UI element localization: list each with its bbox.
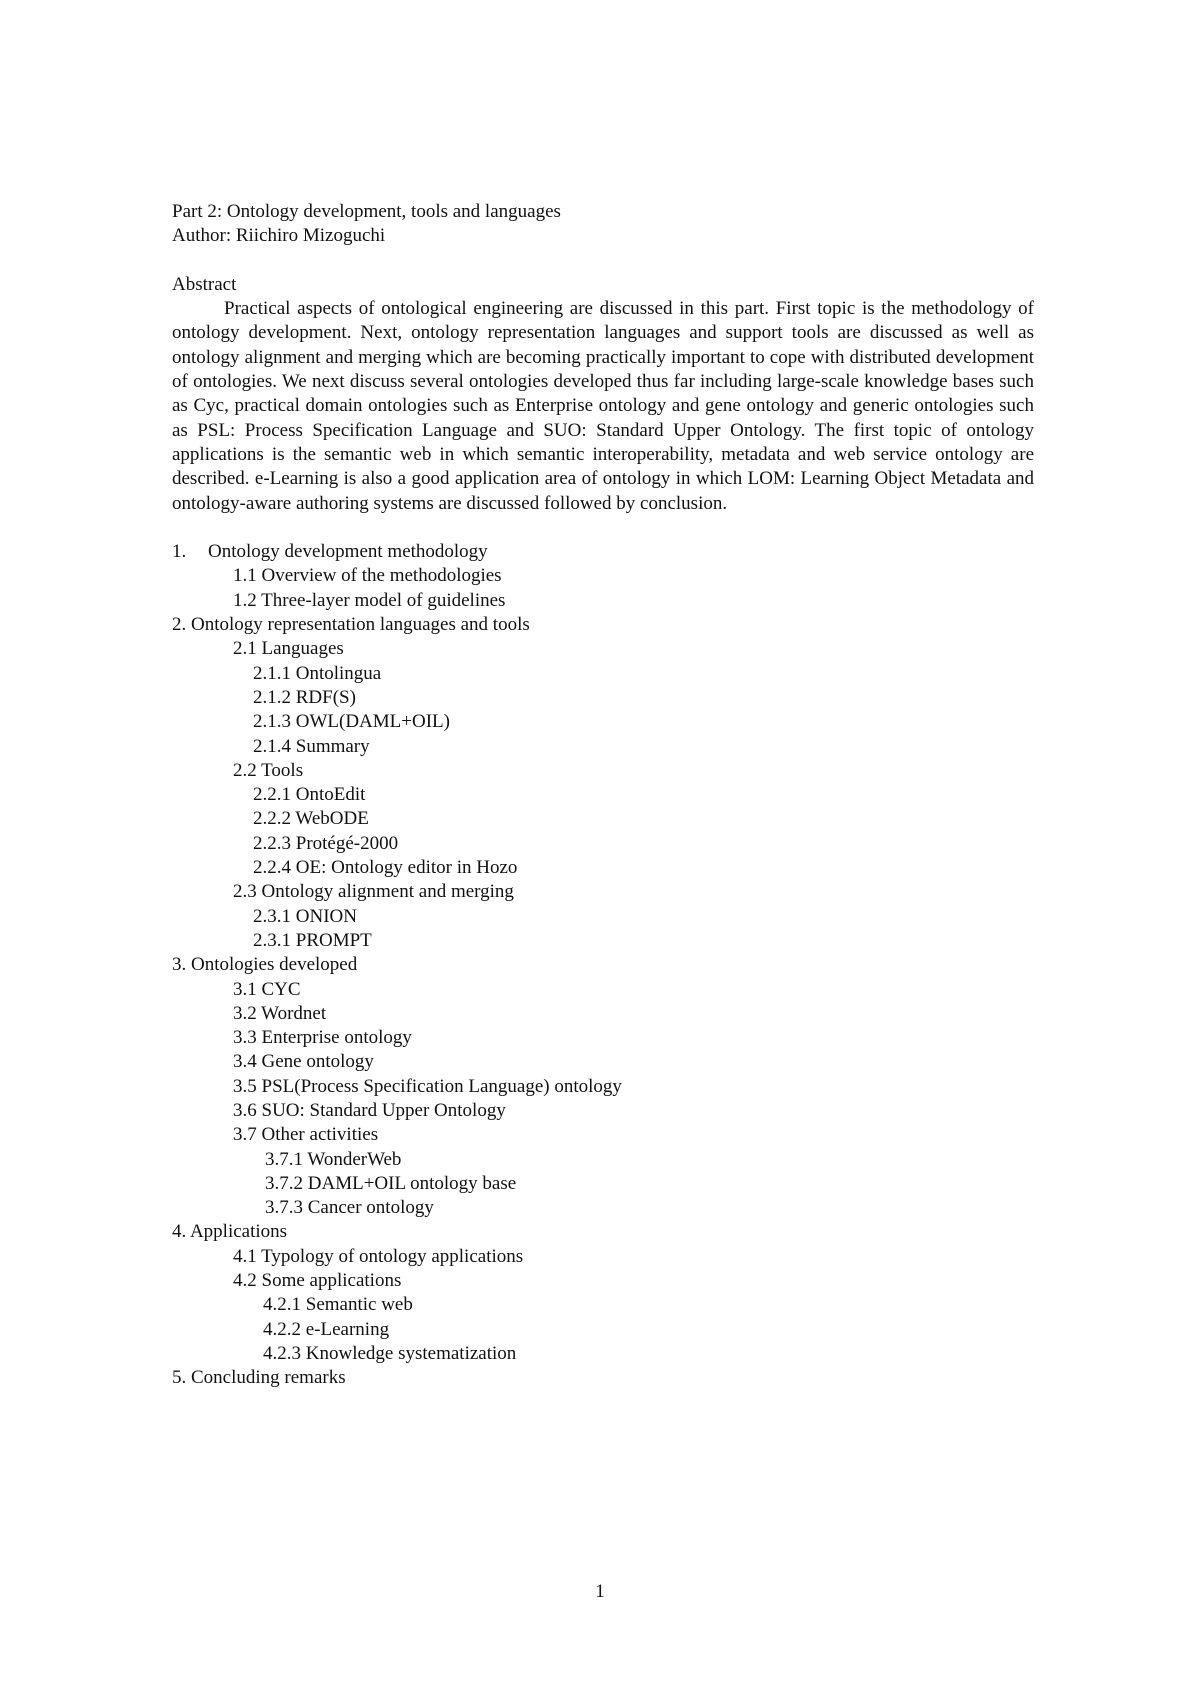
toc-section-4-2-3: 4.2.3 Knowledge systematization <box>263 1342 517 1364</box>
toc-section-3-4: 3.4 Gene ontology <box>233 1051 374 1073</box>
toc-section-4-2-2: 4.2.2 e-Learning <box>263 1318 390 1340</box>
toc-section-3-2: 3.2 Wordnet <box>233 1002 327 1024</box>
toc-section-1-1: 1.1 Overview of the methodologies <box>233 565 502 587</box>
toc-section-2: 2. Ontology representation languages and tools <box>172 614 530 636</box>
toc-section-4-2: 4.2 Some applications <box>233 1270 402 1292</box>
table-of-contents <box>172 540 1034 1390</box>
toc-section-3-3: 3.3 Enterprise ontology <box>233 1027 412 1049</box>
page-number: 1 <box>595 1581 605 1602</box>
toc-section-2-2-4: 2.2.4 OE: Ontology editor in Hozo <box>253 857 518 879</box>
toc-section-3-7-2: 3.7.2 DAML+OIL ontology base <box>265 1172 517 1194</box>
toc-section-2-1-1: 2.1.1 Ontolingua <box>253 662 382 684</box>
toc-section-3-7-3: 3.7.3 Cancer ontology <box>265 1197 434 1219</box>
toc-section-1-title: Ontology development methodology <box>208 541 488 563</box>
abstract-body <box>172 297 1034 516</box>
toc-section-1-2: 1.2 Three-layer model of guidelines <box>233 589 506 611</box>
toc-section-5: 5. Concluding remarks <box>172 1367 346 1389</box>
spacer <box>172 249 1034 273</box>
toc-section-3: 3. Ontologies developed <box>172 954 358 976</box>
toc-section-3-1: 3.1 CYC <box>233 978 301 1000</box>
toc-section-1-number: 1. <box>172 541 187 563</box>
toc-section-2-1: 2.1 Languages <box>233 638 344 660</box>
toc-section-3-6: 3.6 SUO: Standard Upper Ontology <box>233 1099 506 1121</box>
toc-section-2-3: 2.3 Ontology alignment and merging <box>233 881 514 903</box>
toc-section-4-2-1: 4.2.1 Semantic web <box>263 1294 413 1316</box>
toc-section-2-1-3: 2.1.3 OWL(DAML+OIL) <box>253 711 450 733</box>
toc-section-2-2-1: 2.2.1 OntoEdit <box>253 784 366 806</box>
toc-section-4: 4. Applications <box>172 1221 288 1243</box>
abstract-text: Practical aspects of ontological engineering are discussed in this part. First topic is the methodology of ontology development. Next, ontology representation languages and support tools are discussed as well as ontology alignment and merging which are becoming practically important to cope with distributed development of ontologies. We next discuss several ontologies developed thus far including large-scale knowledge bases such as Cyc, practical domain ontologies such as Enterprise ontology and gene ontology and generic ontologies such as PSL: Process Specification Language and SUO: Standard Upper Ontology. The first topic of ontology applications is the semantic web in which semantic interoperability, metadata and web service ontology are described. e-Learning is also a good application area of ontology in which LOM: Learning Object Metadata and ontology-aware authoring systems are discussed followed by conclusion. <box>172 298 1034 514</box>
abstract-heading: Abstract <box>172 273 237 295</box>
spacer <box>172 516 1034 540</box>
toc-section-2-1-2: 2.1.2 RDF(S) <box>253 686 356 708</box>
toc-section-2-3-1-onion: 2.3.1 ONION <box>253 905 357 927</box>
document-content <box>172 200 1034 1391</box>
toc-section-2-3-1-prompt: 2.3.1 PROMPT <box>253 929 372 951</box>
toc-section-3-7-1: 3.7.1 WonderWeb <box>265 1148 402 1170</box>
document-author: Author: Riichiro Mizoguchi <box>172 225 386 247</box>
toc-section-2-2: 2.2 Tools <box>233 759 304 781</box>
toc-section-2-1-4: 2.1.4 Summary <box>253 735 370 757</box>
document-title: Part 2: Ontology development, tools and languages <box>172 201 561 222</box>
toc-section-3-5: 3.5 PSL(Process Specification Language) ontology <box>233 1075 622 1097</box>
toc-section-1 <box>172 540 1034 564</box>
toc-section-3-7: 3.7 Other activities <box>233 1124 379 1146</box>
toc-section-2-2-3: 2.2.3 Protégé-2000 <box>253 832 399 854</box>
toc-section-2-2-2: 2.2.2 WebODE <box>253 808 369 830</box>
toc-section-4-1: 4.1 Typology of ontology applications <box>233 1245 524 1267</box>
